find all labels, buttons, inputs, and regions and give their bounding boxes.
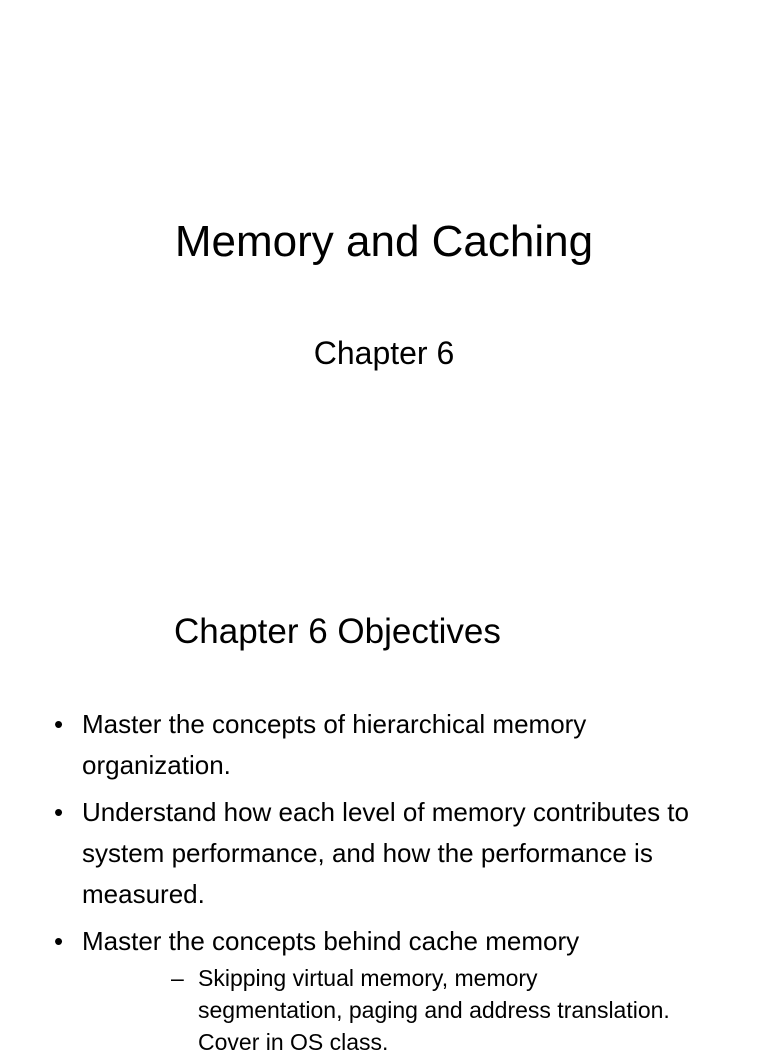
slide-subtitle: Chapter 6 xyxy=(313,335,455,371)
objectives-title: Chapter 6 Objectives xyxy=(174,612,501,651)
bullet-marker: • xyxy=(54,926,64,956)
dash-marker: – xyxy=(171,965,184,991)
bullet-marker: • xyxy=(54,709,64,739)
objective-item-performance xyxy=(0,792,768,915)
objectives-list xyxy=(0,704,768,1064)
objective-text: Understand how each level of memory contributes to system performance, and how the performance is measured. xyxy=(82,797,689,909)
objective-text: Master the concepts of hierarchical memory organization. xyxy=(82,709,587,780)
sub-objective-text: Skipping virtual memory, memory segmentation, paging and address translation. Cover in OS class. xyxy=(198,965,670,1055)
bullet-marker: • xyxy=(54,797,64,827)
objective-item-hierarchy xyxy=(0,704,768,786)
sub-objective-item xyxy=(82,962,728,1058)
objective-item-cache xyxy=(0,921,768,1058)
sub-objectives-list xyxy=(82,962,728,1058)
slide-title: Memory and Caching xyxy=(174,217,594,266)
objectives-slide xyxy=(0,560,768,1055)
objective-text: Master the concepts behind cache memory xyxy=(82,926,580,956)
